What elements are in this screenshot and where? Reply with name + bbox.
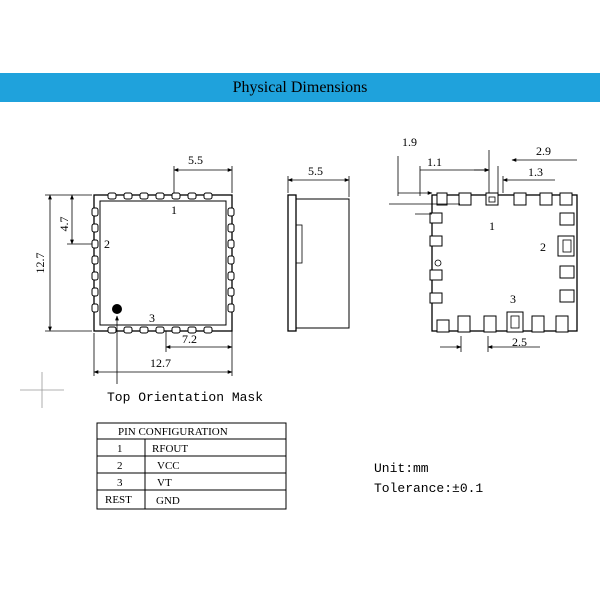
- bottom-view-outline: [432, 195, 577, 331]
- pin-table-row1-pin: 1: [117, 443, 123, 455]
- front-dim-left-total-label: 12.7: [33, 252, 47, 274]
- front-pin1-label: 1: [171, 203, 177, 217]
- orientation-mark-label: Top Orientation Mask: [107, 390, 264, 405]
- front-dim-top: [174, 166, 232, 193]
- front-pin3-label: 3: [149, 311, 155, 325]
- bottom-dim-d-label: 1.3: [528, 165, 543, 179]
- pin-table-row3-name: VT: [157, 477, 172, 489]
- unit-note: Unit:mm: [374, 461, 429, 476]
- front-dim-left-small-label: 4.7: [57, 216, 71, 232]
- bottom-view-inner-pads: [489, 197, 571, 328]
- front-view: [33, 153, 263, 405]
- side-dim-top-label: 5.5: [308, 164, 323, 178]
- bottom-view: [389, 135, 577, 352]
- bottom-dim-c-label: 2.9: [536, 144, 551, 158]
- reference-crosshair: [20, 372, 64, 408]
- page-title: Physical Dimensions: [232, 78, 368, 96]
- bottom-dim-bottom-label: 2.5: [512, 335, 527, 349]
- bottom-pin1-label: 1: [489, 219, 495, 233]
- bottom-dim-a-label: 1.9: [402, 135, 417, 149]
- pin-table-row3-pin: 3: [117, 477, 123, 489]
- pin-table-row4-name: GND: [156, 495, 180, 507]
- pin-table-row2-name: VCC: [157, 460, 180, 472]
- side-view-shield: [296, 199, 349, 328]
- front-dim-left-total: [45, 195, 92, 331]
- orientation-dot: [112, 304, 122, 314]
- front-dim-top-label: 5.5: [188, 153, 203, 167]
- pin-table-row2-pin: 2: [117, 460, 123, 472]
- bottom-view-pads: [430, 193, 574, 332]
- bottom-view-mark: [435, 260, 441, 266]
- pin-table-title: PIN CONFIGURATION: [118, 426, 228, 438]
- front-dim-bottom-total-label: 12.7: [150, 356, 171, 370]
- front-dim-bottom-inner-label: 7.2: [182, 332, 197, 346]
- side-dim-top: [288, 176, 349, 197]
- pin-table-row4-pin: REST: [105, 494, 132, 506]
- bottom-dim-b-label: 1.1: [427, 155, 442, 169]
- side-view: [288, 164, 349, 331]
- tolerance-note: Tolerance:±0.1: [374, 481, 484, 496]
- front-pin2-label: 2: [104, 237, 110, 251]
- bottom-pin2-label: 2: [540, 240, 546, 254]
- pin-config-table: [97, 423, 286, 509]
- side-view-tab: [296, 225, 302, 263]
- side-view-pcb: [288, 195, 296, 331]
- pin-table-row1-name: RFOUT: [152, 443, 189, 455]
- bottom-dim-lines: [389, 150, 577, 352]
- front-dim-bottom-inner: [166, 331, 232, 352]
- bottom-pin3-label: 3: [510, 292, 516, 306]
